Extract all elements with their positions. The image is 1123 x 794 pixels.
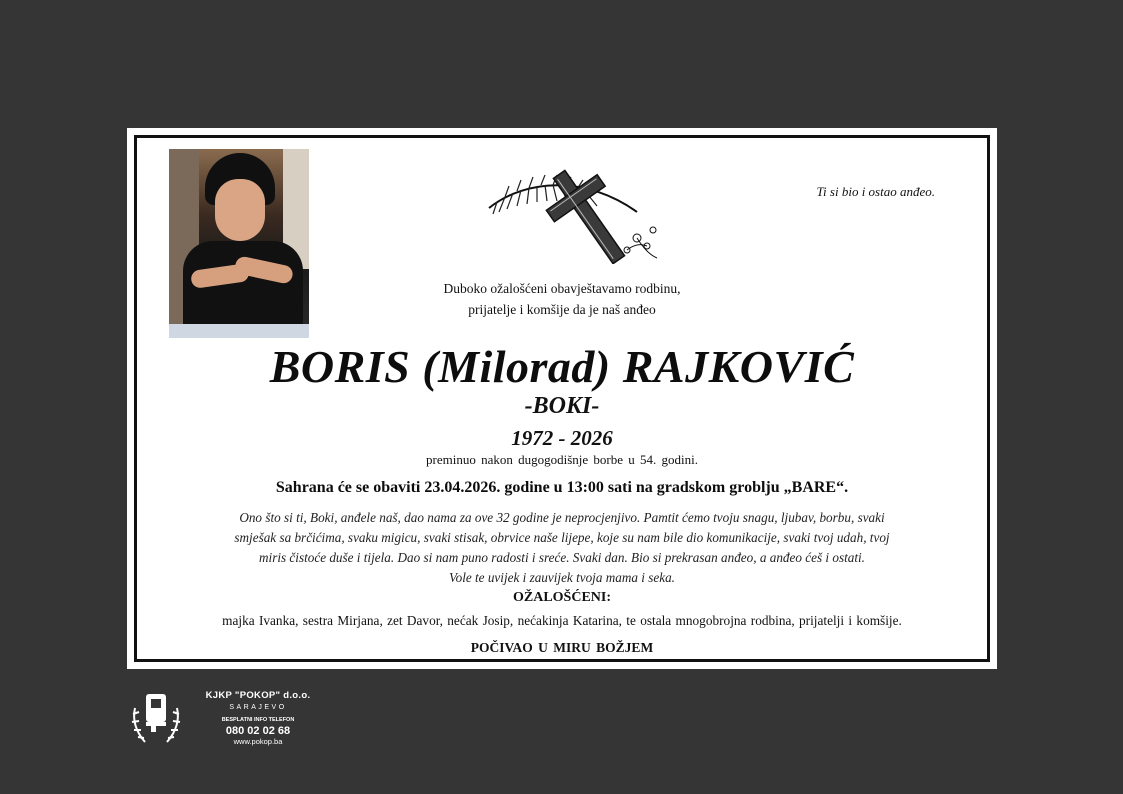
intro-line-2: prijatelje i komšije da je naš anđeo xyxy=(468,302,656,317)
company-info xyxy=(193,690,323,747)
phone-number: 080 02 02 68 xyxy=(225,725,291,737)
mourners-list: majka Ivanka, sestra Mirjana, zet Davor, nećak Josip, nećakinja Katarina, te ostala mnogobrojna rodbina, prijatelji i komšije. xyxy=(222,613,902,628)
company-city: SARAJEVO xyxy=(229,704,287,711)
intro-line-1: Duboko ožalošćeni obavještavamo rodbinu, xyxy=(443,281,681,296)
obituary-card xyxy=(127,128,997,669)
deceased-nickname: -BOKI- xyxy=(524,393,600,419)
footer-branding xyxy=(127,690,327,750)
life-years: 1972 - 2026 xyxy=(511,426,613,450)
death-details: preminuo nakon dugogodišnje borbe u 54. godini. xyxy=(426,452,698,467)
top-quote: Ti si bio i ostao anđeo. xyxy=(816,184,935,199)
message-line-4: Vole te uvijek i zauvijek tvoja mama i seka. xyxy=(449,570,675,585)
phone-label: BESPLATNI INFO TELEFON xyxy=(221,717,295,723)
intro-text xyxy=(127,278,997,320)
company-name: KJKP "POKOP" d.o.o. xyxy=(205,690,311,701)
deceased-name: BORIS (Milorad) RAJKOVIĆ xyxy=(269,341,855,392)
cross-with-palm-icon xyxy=(487,168,663,264)
pokop-logo-icon xyxy=(127,690,185,748)
message-line-1: Ono što si ti, Boki, anđele naš, dao nama za ove 32 godine je neprocjenjivo. Pamtit ćemo tvoju snagu, ljubav, borbu, svaki xyxy=(239,510,885,525)
message-line-2: smješak sa brčićima, svaku migicu, svaki stisak, obrvice naše lijepe, koje su nam bile dio komunikacije, svaki tvoj udah, tvoj xyxy=(234,530,890,545)
website-link[interactable]: www.pokop.ba xyxy=(233,737,283,746)
funeral-announcement: Sahrana će se obaviti 23.04.2026. godine u 13:00 sati na gradskom groblju „BARE“. xyxy=(275,479,849,496)
closing-line: POČIVAO U MIRU BOŽJEM xyxy=(470,640,654,655)
message-line-3: miris čistoće duše i tijela. Dao si nam puno radosti i sreće. Svaki dan. Bio si prekrasan anđeo, a anđeo ćeš i ostati. xyxy=(259,550,865,565)
farewell-message xyxy=(157,508,967,588)
mourners-heading: OŽALOŠĆENI: xyxy=(512,590,612,605)
